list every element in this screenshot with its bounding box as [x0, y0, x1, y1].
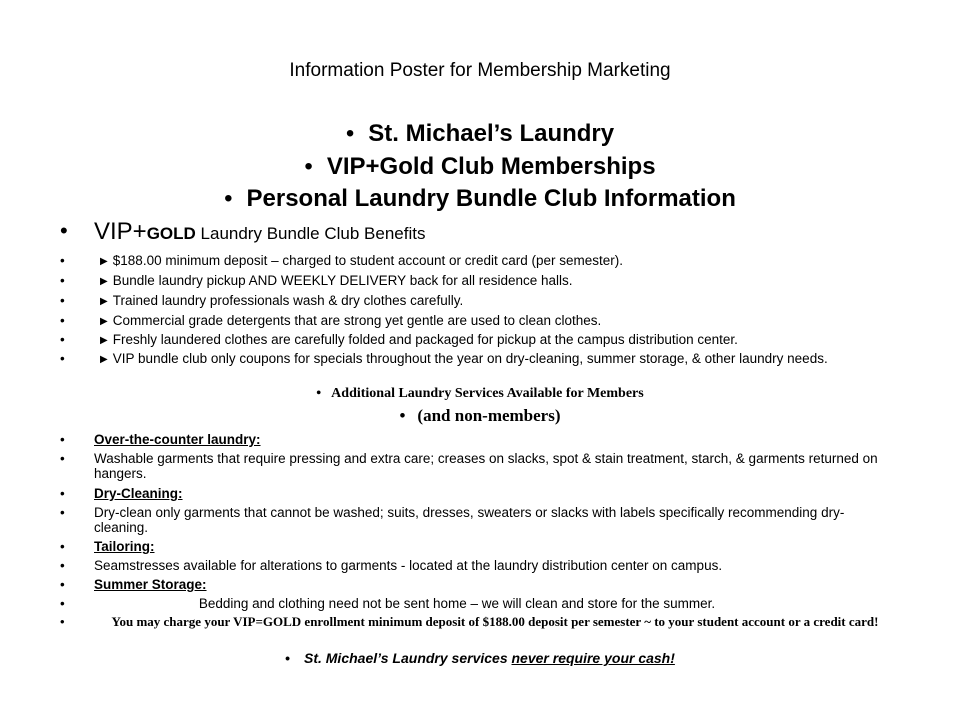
header-text: St. Michael’s Laundry: [368, 120, 615, 147]
bullet: •: [60, 577, 65, 592]
benefit-text: Commercial grade detergents that are strong yet gentle are used to clean clothes.: [112, 313, 602, 328]
benefit-text: VIP bundle club only coupons for specials throughout the year on dry-cleaning, summer storage, & other laundry needs.: [112, 351, 828, 366]
poster-title: Information Poster for Membership Marketing: [289, 60, 671, 81]
play-arrow-icon: ▶: [100, 256, 108, 267]
play-arrow-icon: ▶: [100, 296, 108, 307]
bullet: •: [399, 406, 406, 425]
benefit-text: Bundle laundry pickup AND WEEKLY DELIVERY back for all residence halls.: [112, 273, 573, 288]
bullet: •: [316, 386, 322, 401]
bullet: •: [60, 253, 65, 268]
benefit-text: $188.00 minimum deposit – charged to student account or credit card (per semester).: [112, 253, 624, 268]
bullet: •: [60, 505, 65, 520]
header-text: Personal Laundry Bundle Club Information: [246, 185, 736, 212]
bullet: •: [60, 332, 65, 347]
benefits-heading-gold: GOLD: [146, 224, 196, 243]
play-arrow-icon: ▶: [100, 276, 108, 287]
closing-emphasis: never require your cash!: [511, 650, 675, 666]
bullet: •: [60, 539, 65, 554]
header-club-memberships: [0, 153, 960, 181]
bullet: •: [60, 558, 65, 573]
header-text: VIP+Gold Club Memberships: [326, 153, 656, 180]
bullet: •: [60, 351, 65, 366]
benefits-heading-prefix: VIP+: [94, 218, 147, 245]
bullet: •: [60, 596, 65, 611]
bullet: •: [60, 273, 65, 288]
play-arrow-icon: ▶: [100, 354, 108, 365]
benefits-heading-rest: Laundry Bundle Club Benefits: [195, 224, 426, 243]
bullet: •: [304, 153, 313, 180]
header-laundry-name: [0, 120, 960, 148]
bullet: •: [60, 293, 65, 308]
benefit-text: Trained laundry professionals wash & dry clothes carefully.: [112, 293, 464, 308]
additional-services-subheading: • (and non-members): [399, 406, 561, 425]
play-arrow-icon: ▶: [100, 316, 108, 327]
bullet: •: [345, 120, 355, 147]
closing-line: [0, 650, 960, 666]
bullet: •: [60, 451, 65, 466]
play-arrow-icon: ▶: [100, 335, 108, 346]
additional-services-heading: • Additional Laundry Services Available for Members: [316, 386, 644, 401]
benefits-heading: [60, 218, 890, 248]
closing-prefix: St. Michael’s Laundry services: [303, 650, 512, 666]
header-club-information: [0, 185, 960, 213]
bullet: •: [60, 218, 68, 243]
bullet: •: [224, 185, 233, 212]
benefit-text: Freshly laundered clothes are carefully folded and packaged for pickup at the campus distribution center.: [112, 332, 738, 347]
bullet: •: [60, 432, 65, 447]
bullet: •: [60, 486, 65, 501]
bullet: •: [60, 313, 65, 328]
bullet: •: [60, 614, 65, 629]
charge-note: • You may charge your VIP=GOLD enrollment minimum deposit of $188.00 deposit per semester ~ to your student account or a credit card!: [60, 614, 879, 629]
bullet: •: [285, 650, 290, 666]
